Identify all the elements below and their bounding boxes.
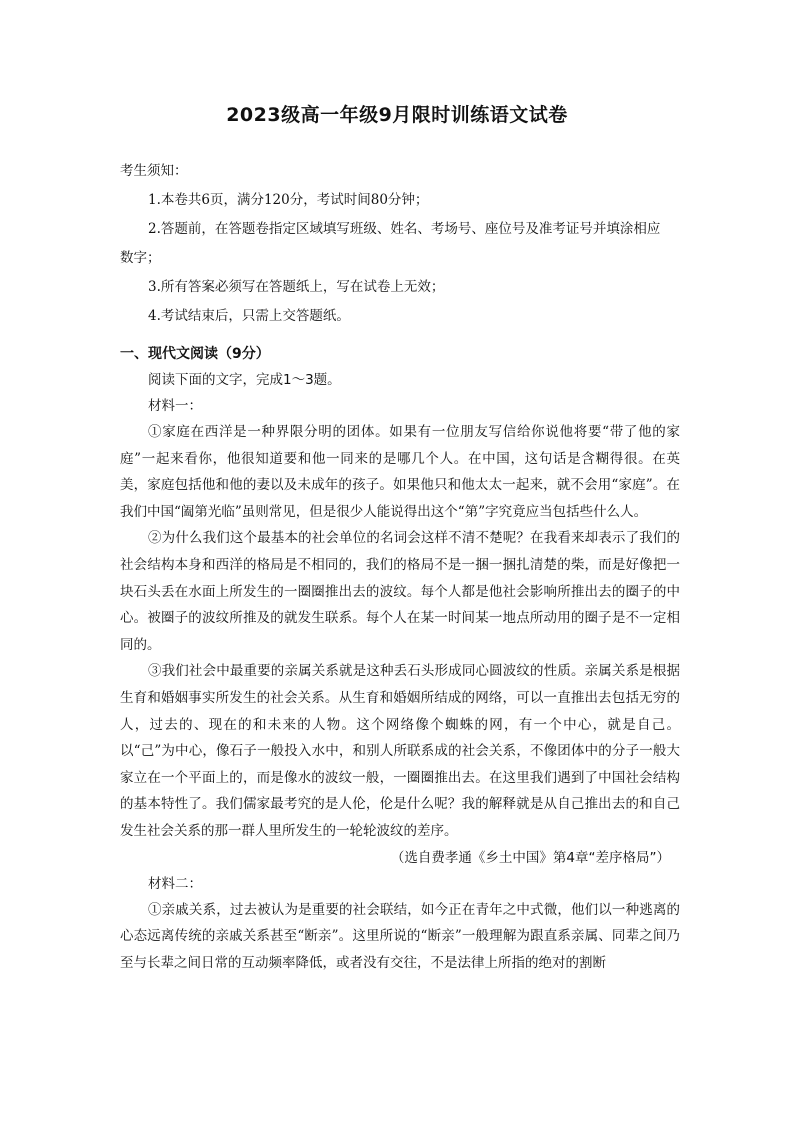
material-1-paragraph: ③我们社会中最重要的亲属关系就是这种丢石头形成同心圆波纹的性质。亲属关系是根据生育和婚姻事实所发生的社会关系。从生育和婚姻所结成的网络，可以一直推出去包括无穷的人，过去的、现在的和未来的人物。这个网络像个蜘蛛的网，有一个中心，就是自己。以“己”为中心，像石子一般投入水中，和别人所联系成的社会关系，不像团体中的分子一般大家立在一个平面上的，而是像水的波纹一般，一圈圈推出去。在这里我们遇到了中国社会结构的基本特性了。我们儒家最考究的是人伦，伦是什么呢？我的解释就是从自己推出去的和自己发生社会关系的那一群人里所发生的一轮轮波纹的差序。	[120, 663, 680, 839]
material-1-label: 材料一：	[148, 398, 202, 414]
notice-heading: 考生须知：	[120, 163, 188, 179]
notice-item: 1.本卷共6页，满分120分，考试时间80分钟；	[148, 192, 429, 208]
notice-item: 数字；	[120, 250, 161, 266]
notice-item: 4.考试结束后，只需上交答题纸。	[148, 308, 350, 324]
exam-notice	[120, 157, 680, 331]
material-1-paragraph: ①家庭在西洋是一种界限分明的团体。如果有一位朋友写信给你说他将要“带了他的家庭”一起来看你，他很知道要和他一同来的是哪几个人。在中国，这句话是含糊得很。在英美，家庭包括他和他的妻以及未成年的孩子。如果他只和他太太一起来，就不会用“家庭”。在我们中国“阖第光临”虽则常见，但是很少人能说得出这个“第”字究竟应当包括些什么人。	[120, 424, 680, 520]
section-heading: 一、现代文阅读（9分）	[120, 346, 270, 362]
section-reading	[120, 341, 680, 976]
notice-item: 3.所有答案必须写在答题纸上，写在试卷上无效；	[148, 279, 445, 295]
section-instruction: 阅读下面的文字，完成1～3题。	[148, 372, 341, 388]
material-2-paragraph: ①亲戚关系，过去被认为是重要的社会联结，如今正在青年之中式微，他们以一种逃离的心态远离传统的亲戚关系甚至“断亲”。这里所说的“断亲”一般理解为跟直系亲属、同辈之间乃至与长辈之间日常的互动频率降低，或者没有交往，不是法律上所指的绝对的割断	[120, 901, 680, 971]
notice-item: 2.答题前，在答题卷指定区域填写班级、姓名、考场号、座位号及准考证号并填涂相应	[148, 221, 661, 237]
exam-title: 2023级高一年级9月限时训练语文试卷	[226, 104, 568, 126]
material-2-label: 材料二：	[148, 875, 202, 892]
material-1-source: （选自费孝通《乡土中国》第4章“差序格局”）	[390, 849, 670, 866]
material-1-paragraph: ②为什么我们这个最基本的社会单位的名词会这样不清不楚呢？在我看来却表示了我们的社会结构本身和西洋的格局是不相同的，我们的格局不是一捆一捆扎清楚的柴，而是好像把一块石头丢在水面上所发生的一圈圈推出去的波纹。每个人都是他社会影响所推出去的圈子的中心。被圈子的波纹所推及的就发生联系。每个人在某一时间某一地点所动用的圈子是不一定相同的。	[120, 530, 680, 653]
